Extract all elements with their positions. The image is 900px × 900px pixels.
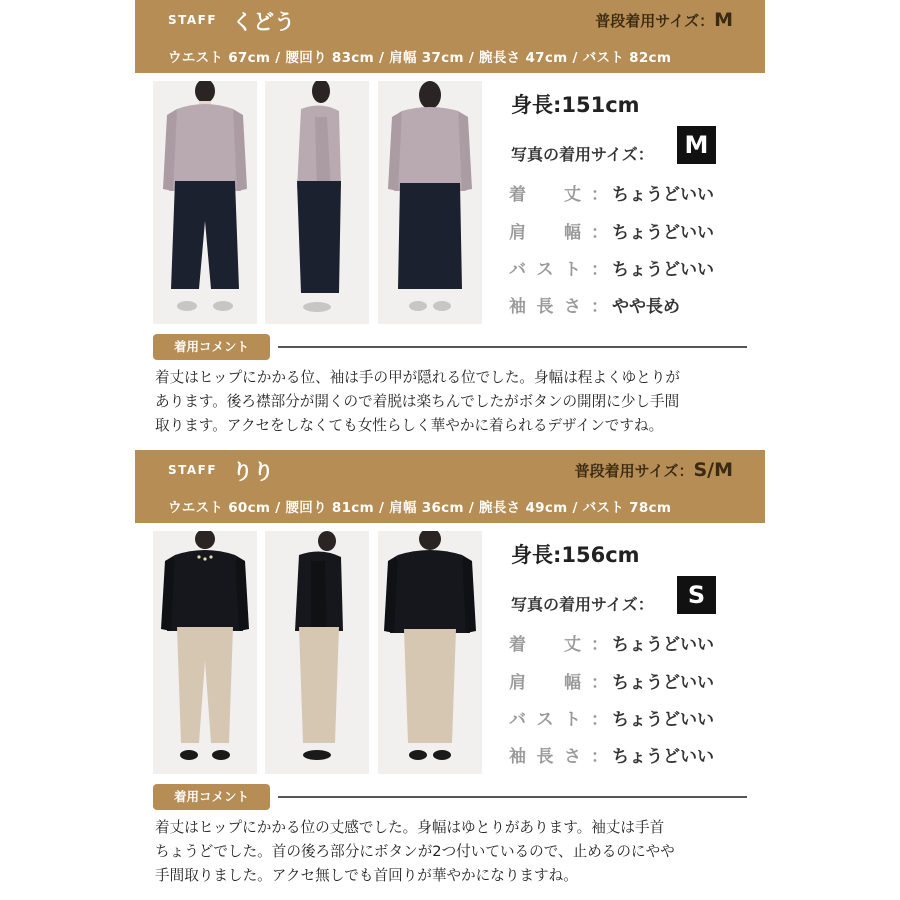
- staff-name: くどう: [232, 10, 295, 34]
- fit-label: バ ス ト: [509, 260, 581, 280]
- body-measurements: ウエスト 67cm / 腰回り 83cm / 肩幅 37cm / 腕長さ 47cm / バスト 82cm: [168, 50, 672, 66]
- divider: [278, 346, 747, 348]
- fit-value: ちょうどいい: [612, 710, 714, 730]
- fit-label: 着 丈: [509, 185, 581, 205]
- comment-tag: 着用コメント: [153, 784, 270, 810]
- staff-label: STAFF: [168, 13, 218, 27]
- worn-size-badge: S: [677, 576, 716, 614]
- model-photo-side: [265, 81, 369, 324]
- fit-value: ちょうどいい: [612, 260, 714, 280]
- wear-comment: 着丈はヒップにかかる位の丈感でした。身幅はゆとりがあります。袖丈は手首 ちょうどでした。首の後ろ部分にボタンが2つ付いているので、止めるのにやや 手間取りました。アクセ無しでも首回りが華やかになりますね。: [155, 819, 675, 884]
- model-photo-back: [378, 81, 482, 324]
- worn-size-badge: M: [677, 126, 716, 164]
- fit-value: ちょうどいい: [612, 635, 714, 655]
- staff-height: 身長:151cm: [511, 93, 640, 117]
- fit-label: 肩 幅: [509, 673, 581, 693]
- comment-tag: 着用コメント: [153, 334, 270, 360]
- model-photo-side: [265, 531, 369, 774]
- staff-header: [135, 0, 765, 73]
- staff-name: りり: [232, 460, 274, 484]
- fit-value: やや長め: [612, 297, 680, 317]
- model-photo-front: [153, 81, 257, 324]
- fit-label: 肩 幅: [509, 223, 581, 243]
- usual-size: 普段着用サイズ：S/M: [574, 459, 733, 481]
- wear-comment: 着丈はヒップにかかる位、袖は手の甲が隠れる位でした。身幅は程よくゆとりが あります。後ろ襟部分が開くので着脱は楽ちんでしたがボタンの開閉に少し手間 取ります。アクセをしなくても女性らしく華やかに着られるデザインですね。: [155, 369, 680, 434]
- model-photo-back: [378, 531, 482, 774]
- worn-size-label: 写真の着用サイズ：: [511, 595, 654, 614]
- staff-label: STAFF: [168, 463, 218, 477]
- fit-label: 袖 長 さ: [509, 297, 581, 317]
- fit-value: ちょうどいい: [612, 673, 714, 693]
- model-photo-front: [153, 531, 257, 774]
- fit-label: 袖 長 さ: [509, 747, 581, 767]
- fit-value: ちょうどいい: [612, 185, 714, 205]
- fit-label: 着 丈: [509, 635, 581, 655]
- fit-value: ちょうどいい: [612, 223, 714, 243]
- staff-header: [135, 450, 765, 523]
- usual-size: 普段着用サイズ：M: [595, 9, 733, 31]
- staff-height: 身長:156cm: [511, 543, 640, 567]
- fit-value: ちょうどいい: [612, 747, 714, 767]
- body-measurements: ウエスト 60cm / 腰回り 81cm / 肩幅 36cm / 腕長さ 49cm / バスト 78cm: [168, 500, 672, 516]
- worn-size-label: 写真の着用サイズ：: [511, 145, 654, 164]
- fit-label: バ ス ト: [509, 710, 581, 730]
- divider: [278, 796, 747, 798]
